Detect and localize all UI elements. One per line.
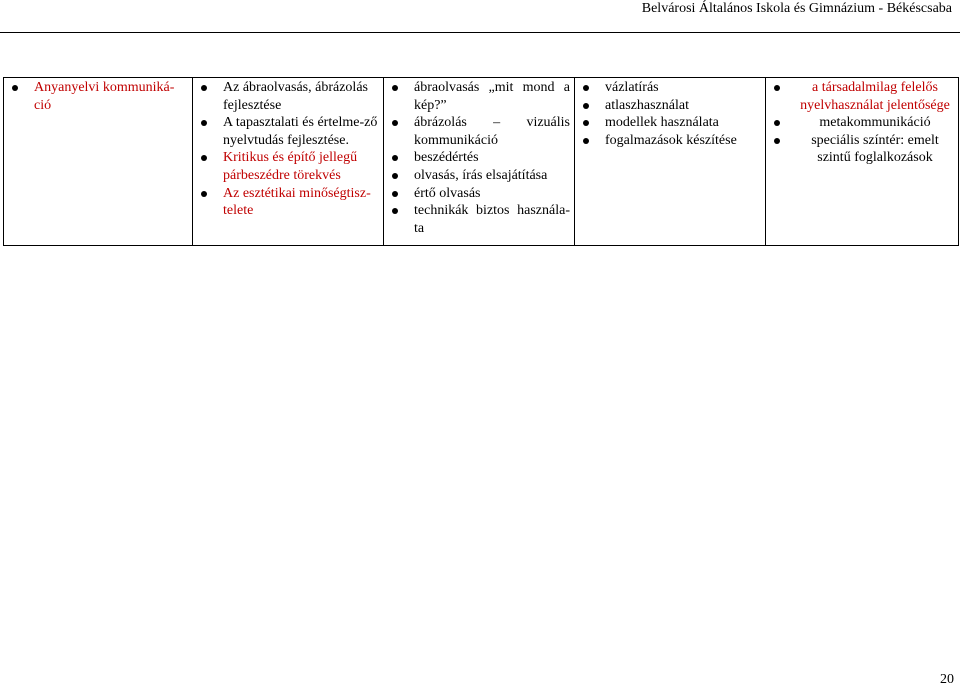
note-text: a társadalmilag felelős nyelvhasználat jelentősége	[800, 80, 950, 113]
skill-text: beszédértés	[414, 150, 479, 166]
competency-table	[3, 77, 959, 246]
header-rule	[0, 32, 960, 33]
list-item	[388, 202, 570, 237]
skill-text: ábraolvasás „mit mond a kép?”	[414, 80, 570, 113]
list-item	[388, 79, 570, 114]
list-item	[770, 79, 954, 114]
skill-text: olvasás, írás elsajátítása	[414, 167, 548, 183]
goal-text: Az esztétikai minőségtisz-telete	[223, 185, 371, 219]
cell-notes	[766, 78, 959, 246]
list-item	[579, 132, 761, 150]
skill-text: ábrázolás – vizuális kommunikáció	[414, 115, 570, 148]
list-item	[579, 79, 761, 97]
list-item	[197, 79, 379, 114]
competency-name: Anyanyelvi kommuniká-ció	[34, 80, 175, 113]
skill-text: technikák biztos használa-ta	[414, 203, 570, 236]
goal-text: A tapasztalati és értelme-ző nyelvtudás fejlesztése.	[223, 115, 378, 148]
method-text: atlaszhasználat	[605, 97, 689, 113]
skill-text: értő olvasás	[414, 185, 481, 201]
goal-text: Az ábraolvasás, ábrázolás fejlesztése	[223, 80, 368, 113]
cell-skills	[384, 78, 575, 246]
list-item	[388, 114, 570, 149]
method-text: modellek használata	[605, 115, 719, 131]
list-item	[197, 185, 379, 220]
note-text: metakommunikáció	[819, 115, 931, 131]
list-item	[197, 114, 379, 149]
list-item	[579, 114, 761, 132]
method-text: fogalmazások készítése	[605, 132, 737, 148]
note-text: speciális színtér: emelt szintű foglalkozások	[811, 132, 939, 166]
table-row	[4, 78, 959, 246]
list-item	[770, 132, 954, 167]
list-item	[388, 167, 570, 185]
method-text: vázlatírás	[605, 80, 659, 95]
page-number: 20	[940, 672, 954, 687]
cell-methods	[575, 78, 766, 246]
goal-text: Kritikus és építő jellegű párbeszédre törekvés	[223, 150, 358, 183]
document-header: Belvárosi Általános Iskola és Gimnázium - Békéscsaba	[641, 1, 952, 16]
list-item	[579, 97, 761, 115]
list-item	[8, 79, 188, 114]
list-item	[197, 149, 379, 184]
cell-competency	[4, 78, 193, 246]
list-item	[388, 149, 570, 167]
list-item	[770, 114, 954, 132]
list-item	[388, 185, 570, 203]
cell-development-goals	[193, 78, 384, 246]
